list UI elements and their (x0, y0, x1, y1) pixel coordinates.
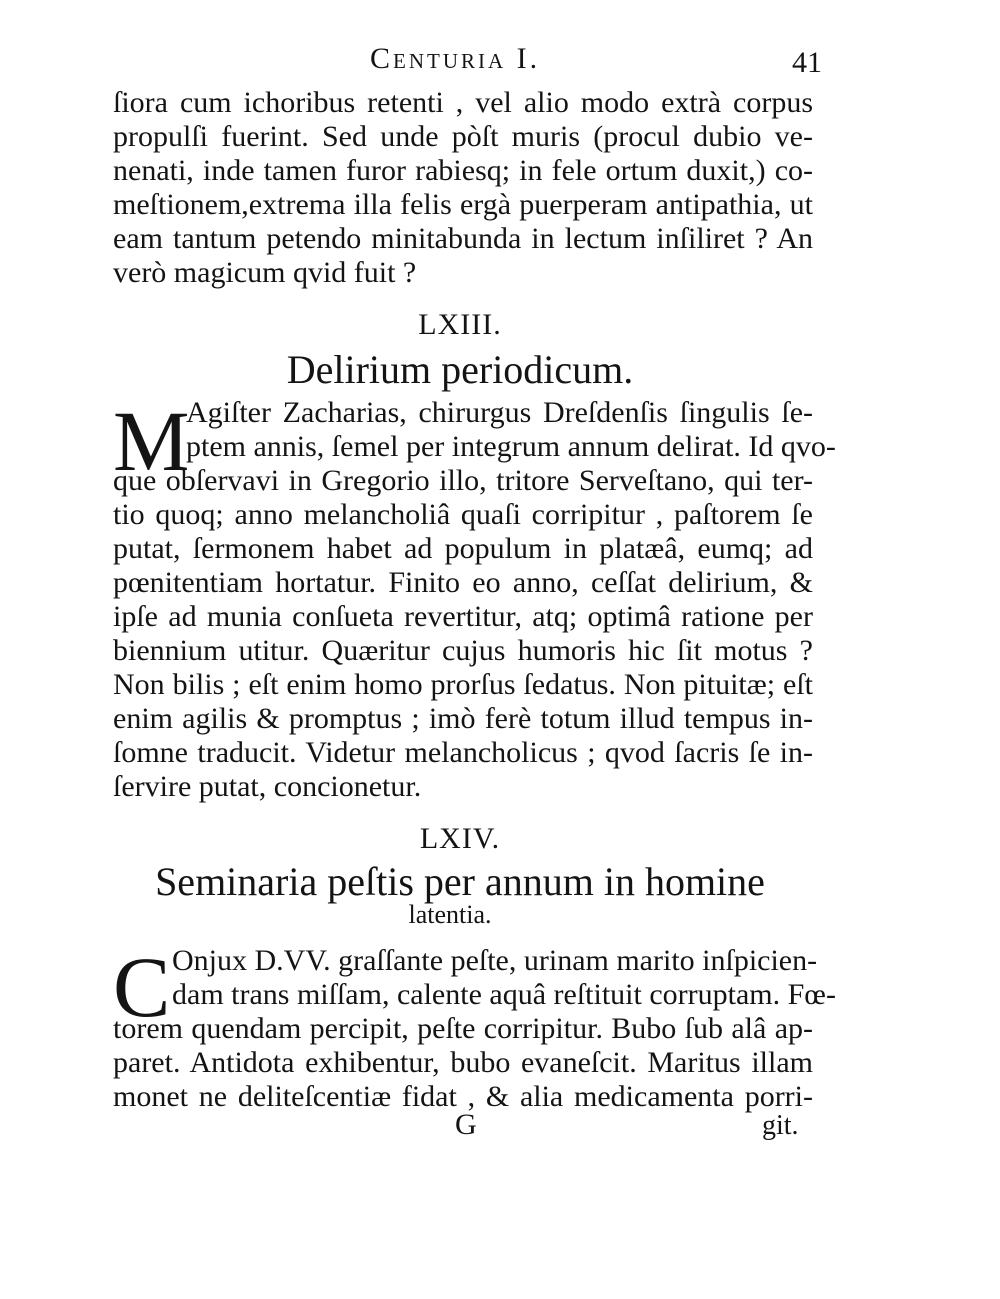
text-line: torem quendam percipit, peſte corripitur. Bubo ſub alâ ap- (113, 1012, 813, 1045)
text-line: Agiſter Zacharias, chirurgus Dreſdenſis ſingulis ſe- (186, 396, 813, 429)
text-line: Onjux D.VV. graſſante peſte, urinam marito inſpicien- (172, 944, 818, 977)
section-numeral: LXIII. (418, 308, 502, 341)
section-title: Seminaria peſtis per annum in homine (155, 859, 765, 904)
section-title: Delirium periodicum. (286, 347, 634, 392)
text-line: ſiora cum ichoribus retenti , vel alio modo extrà corpus (113, 86, 813, 119)
text-line: que obſervavi in Gregorio illo, tritore Serveſtano, qui ter- (113, 464, 813, 497)
text-line: tio quoq; anno melancholiâ quaſi corripitur , paſtorem ſe (113, 498, 813, 531)
text-line: nenati, inde tamen furor rabiesq; in fele ortum duxit,) co- (113, 154, 813, 187)
text-line: paret. Antidota exhibentur, bubo evaneſcit. Maritus illam (113, 1046, 813, 1079)
text-line: enim agilis & promptus ; imò ferè totum illud tempus in- (113, 702, 813, 735)
text-line: ſomne traducit. Videtur melancholicus ; qvod ſacris ſe in- (113, 736, 813, 769)
text-line: propulſi fuerint. Sed unde pòſt muris (procul dubio ve- (113, 120, 813, 153)
text-line: eam tantum petendo minitabunda in lectum inſiliret ? An (113, 222, 813, 255)
running-head-title: Centuria I. (370, 42, 541, 75)
text-line: verò magicum qvid fuit ? (113, 256, 417, 289)
text-line: monet ne deliteſcentiæ fidat , & alia medicamenta porri- (113, 1080, 813, 1113)
text-line: pœnitentiam hortatur. Finito eo anno, ceſſat delirium, & (113, 566, 813, 599)
text-line: putat, ſermonem habet ad populum in platæâ, eumq; ad (113, 532, 813, 565)
drop-cap-initial: C (113, 939, 171, 1035)
section-subtitle: latentia. (408, 900, 492, 929)
page-number: 41 (792, 46, 822, 79)
text-line: ipſe ad munia conſueta revertitur, atq; optimâ ratione per (113, 600, 813, 633)
catchword: git. (762, 1110, 799, 1141)
text-line: biennium utitur. Quæritur cujus humoris hic ſit motus ? (113, 634, 813, 667)
text-line: ſervire putat, concionetur. (113, 770, 422, 803)
text-line: Non bilis ; eſt enim homo prorſus ſedatus. Non pituitæ; eſt (113, 668, 813, 701)
signature-mark: G (455, 1108, 477, 1141)
section-numeral: LXIV. (419, 822, 501, 855)
text-line: dam trans miſſam, calente aquâ reſtituit corruptam. Fœ- (172, 978, 836, 1011)
drop-cap-initial: M (113, 393, 190, 489)
text-line: ptem annis, ſemel per integrum annum delirat. Id qvo- (186, 430, 836, 463)
text-line: meſtionem,extrema illa felis ergà puerperam antipathia, ut (113, 188, 813, 221)
